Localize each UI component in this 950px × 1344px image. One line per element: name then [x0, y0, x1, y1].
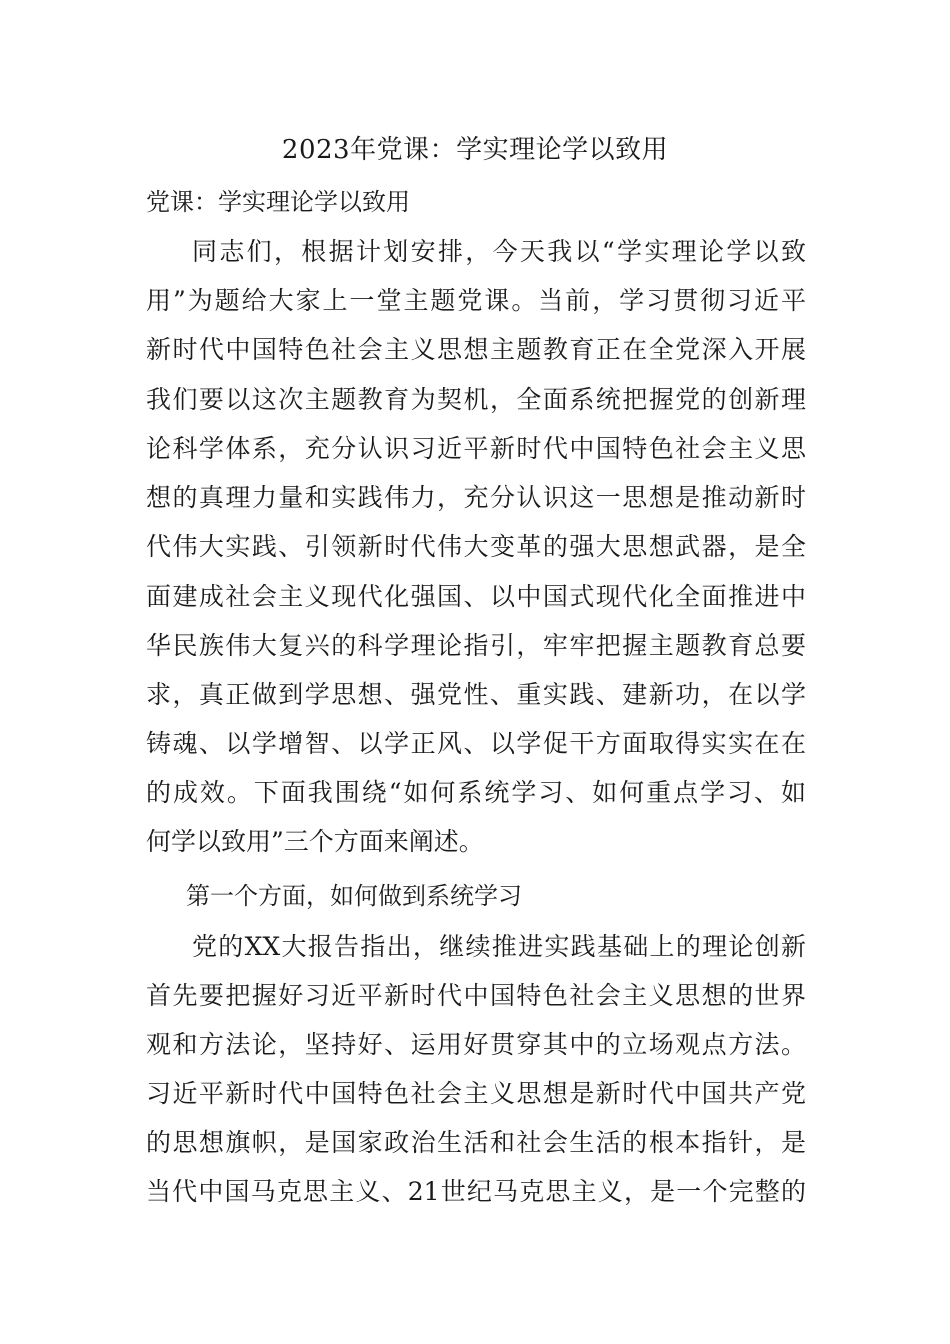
- paragraph-line: 求，真正做到学思想、强党性、重实践、建新功，在以学: [146, 680, 806, 709]
- paragraph-line: 想的真理力量和实践伟力，充分认识这一思想是推动新时: [146, 483, 806, 512]
- paragraph-line: 何学以致用”三个方面来阐述。: [146, 827, 484, 856]
- paragraph-line: 华民族伟大复兴的科学理论指引，牢牢把握主题教育总要: [146, 631, 806, 660]
- paragraph-line: 代伟大实践、引领新时代伟大变革的强大思想武器，是全: [146, 532, 806, 561]
- section-heading: 第一个方面，如何做到系统学习: [186, 882, 522, 910]
- paragraph-line: 首先要把握好习近平新时代中国特色社会主义思想的世界: [146, 981, 806, 1010]
- paragraph-line: 的成效。下面我围绕“如何系统学习、如何重点学习、如: [146, 778, 806, 807]
- paragraph-line: 习近平新时代中国特色社会主义思想是新时代中国共产党: [146, 1079, 806, 1108]
- paragraph-line: 同志们，根据计划安排，今天我以“学实理论学以致: [192, 237, 806, 266]
- paragraph-line: 观和方法论，坚持好、运用好贯穿其中的立场观点方法。: [146, 1030, 806, 1059]
- paragraph-line: 论科学体系，充分认识习近平新时代中国特色社会主义思: [146, 434, 806, 463]
- paragraph-line: 党的XX大报告指出，继续推进实践基础上的理论创新: [192, 932, 806, 961]
- paragraph-line: 我们要以这次主题教育为契机，全面系统把握党的创新理: [146, 385, 806, 414]
- paragraph-line: 新时代中国特色社会主义思想主题教育正在全党深入开展: [146, 335, 806, 364]
- paragraph-line: 当代中国马克思主义、21世纪马克思主义，是一个完整的: [146, 1177, 806, 1206]
- paragraph-line: 用”为题给大家上一堂主题党课。当前，学习贯彻习近平: [146, 286, 806, 315]
- document-subtitle: 党课：学实理论学以致用: [146, 188, 410, 216]
- paragraph-line: 铸魂、以学增智、以学正风、以学促干方面取得实实在在: [146, 729, 806, 758]
- paragraph-line: 的思想旗帜，是国家政治生活和社会生活的根本指针，是: [146, 1128, 806, 1157]
- paragraph-line: 面建成社会主义现代化强国、以中国式现代化全面推进中: [146, 582, 806, 611]
- document-title: 2023年党课：学实理论学以致用: [281, 135, 669, 165]
